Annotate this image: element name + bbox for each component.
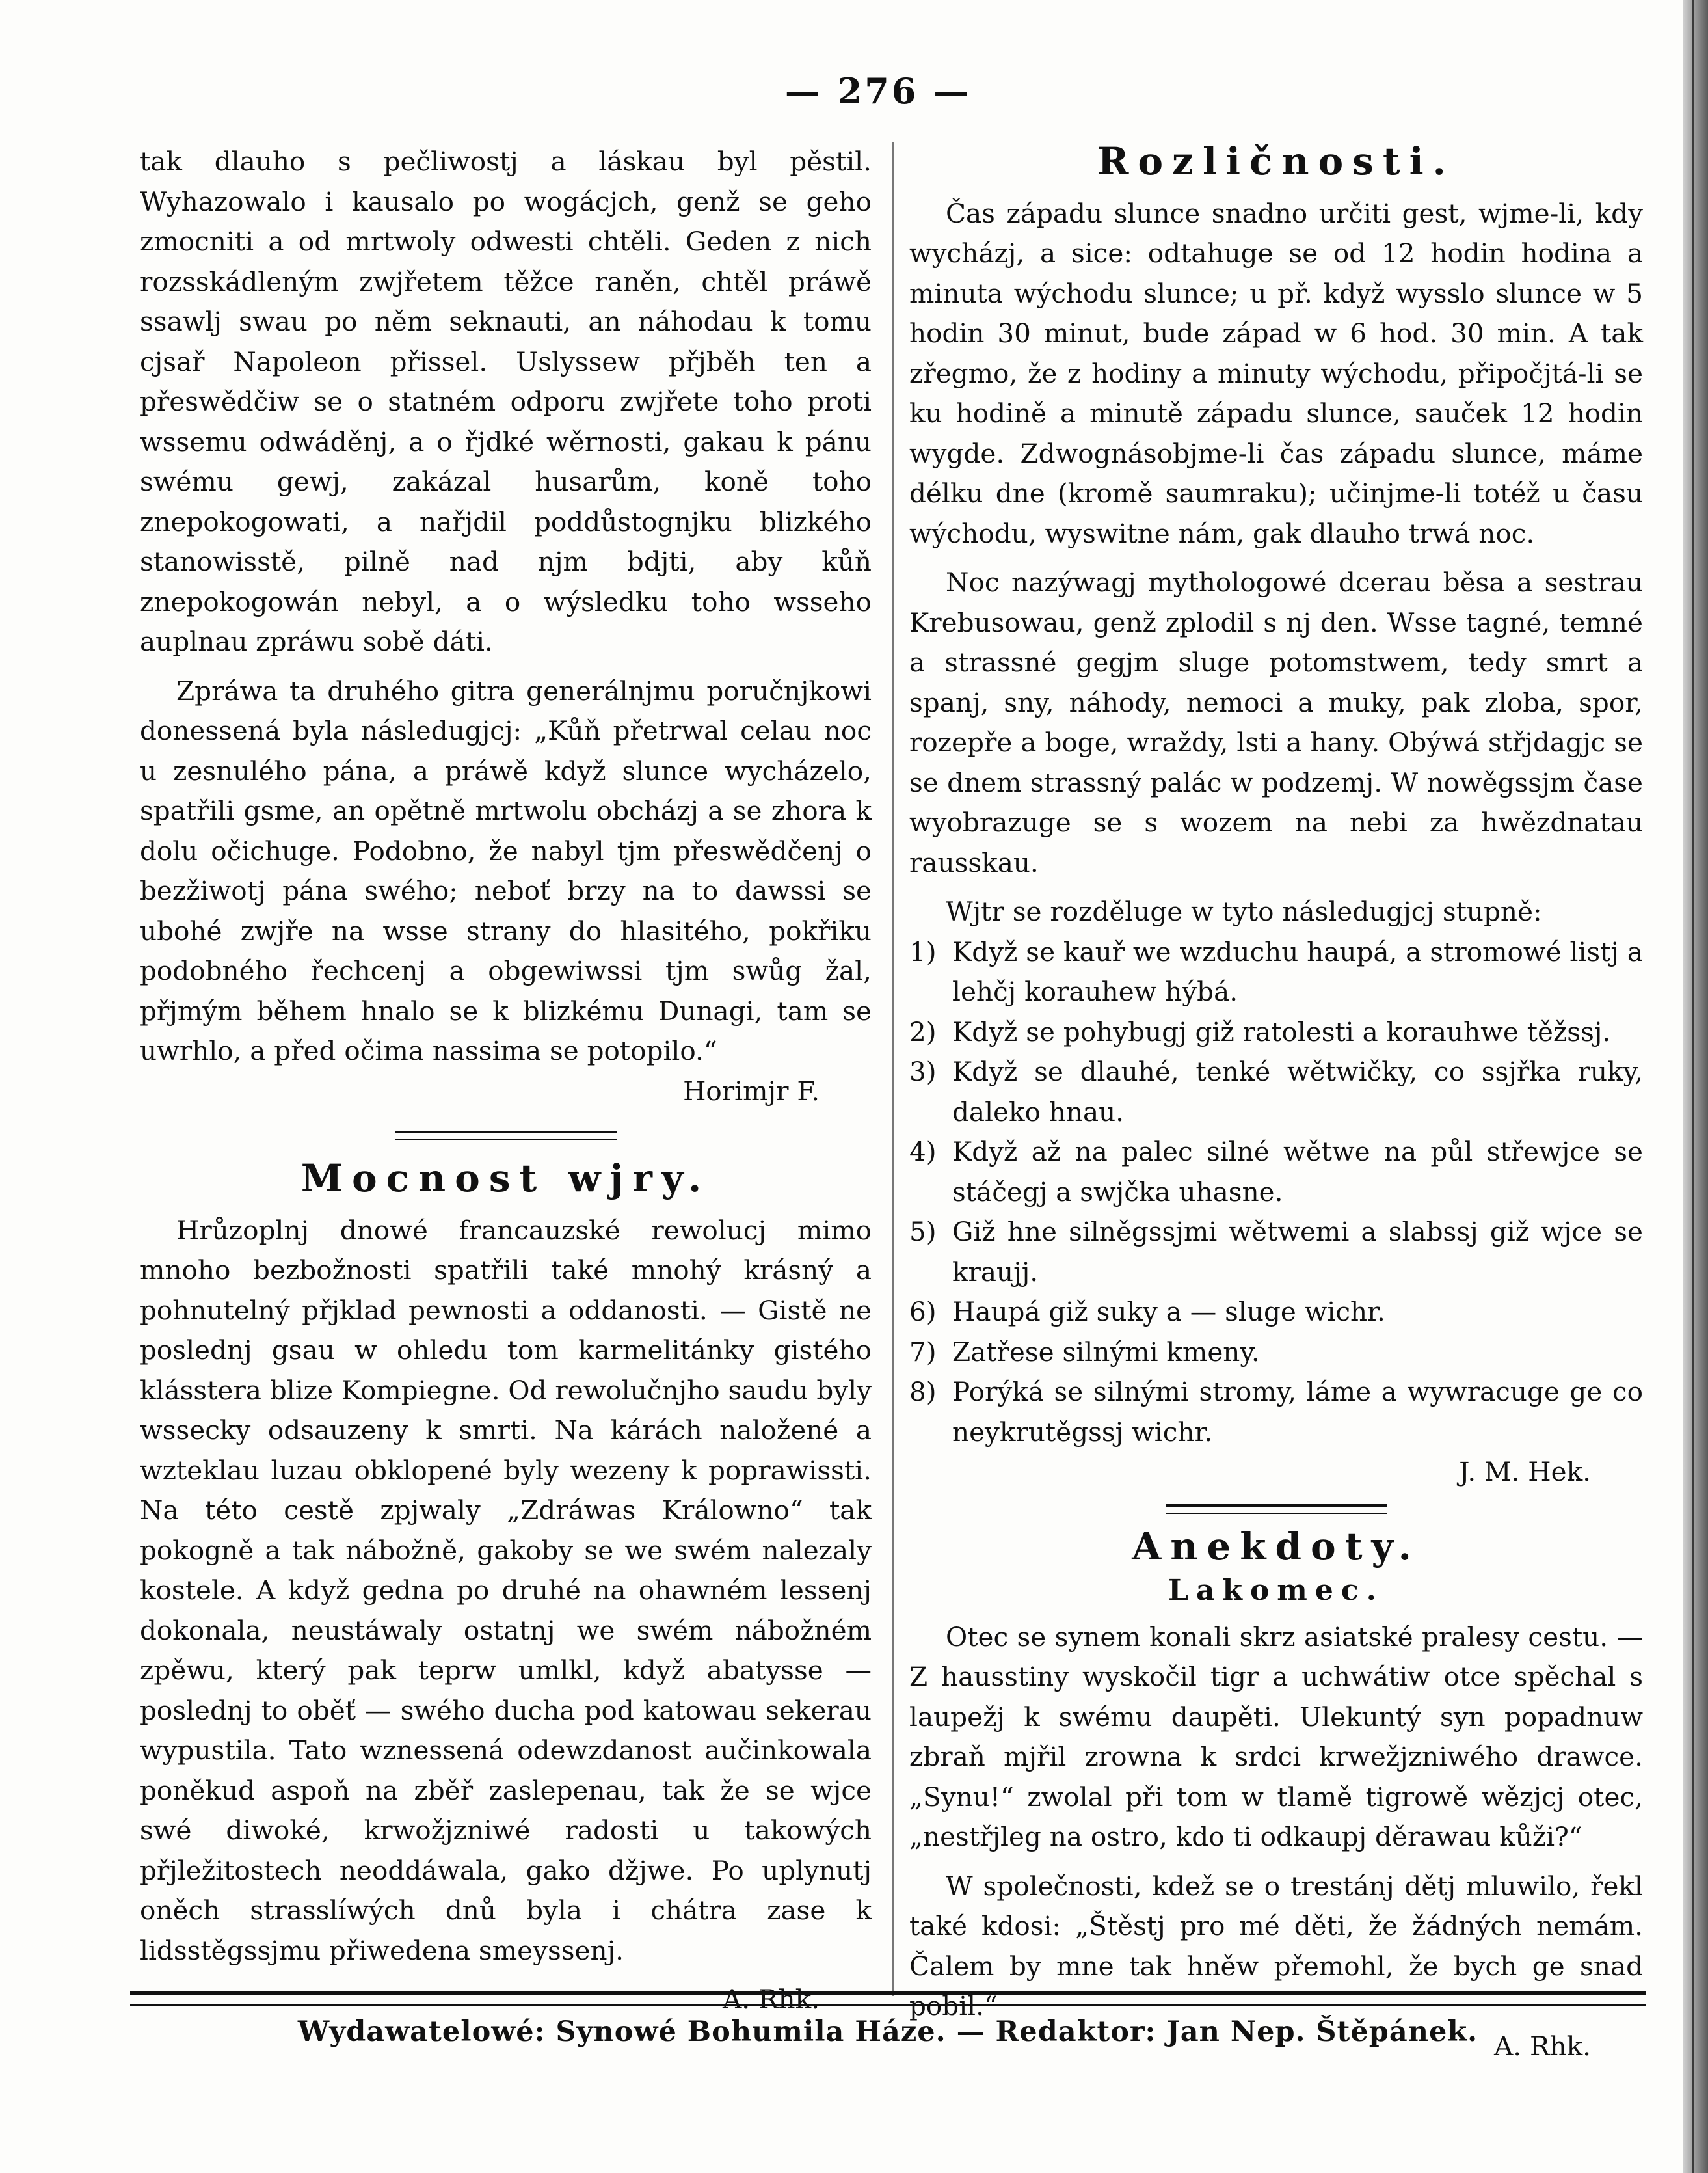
wind-intro: Wjtr se rozděluge w tyto následugjcj stupně: (946, 896, 1542, 927)
signature-horimir: Horimjr F. (683, 1075, 820, 1107)
list-item: 2) Když se pohybugj giž ratolesti a korauhwe těžssj. (909, 1016, 1611, 1047)
list-item: 8) Porýká se silnými stromy, láme a wywracuge ge co neykrutěgssj wichr. (909, 1376, 1643, 1448)
left-column (140, 142, 872, 2020)
column-divider (892, 142, 894, 1996)
night-paragraph: Noc nazýwagj mythologowé dcerau běsa a sestrau Krebusowau, genž zplodil s nj den. Wsse tagné, temné a strassné gegjm sluge potomstwem, tedy smrt a spanj, sny, náhody, nemoci a muky, pak zloba, spor, rozepře a boge, wraždy, lsti a hany. Obýwá střjdagjc se se dnem strassný palác w podzemj. W nowěgssjm čase wyobrazuge se s wozem na nebi za hwězdnatau rausskau. (909, 567, 1643, 878)
anecdote-paragraph: Otec se synem konali skrz asiatské pralesy cestu. — Z hausstiny wyskočil tigr a uchwátiw otce spěchal s laupežj k swému daupěti. Ulekuntý syn popadnuw zbraň mjřil zrowna k srdci krwežjzniwého drawce. „Synu!“ zwolal při tom w tlamě tigrowě wězjcj otec, „nestřjleg na ostro, kdo ti odkaupj děrawau kůži?“ (909, 1621, 1643, 1852)
anecdote-paragraph: W společnosti, kdež se o trestánj dětj mluwilo, řekl také kdosi: „Štěstj pro mé děti, že žádných nemám. Čalem by mne tak hněw přemohl, že bych ge snad pobil.“ (909, 1870, 1643, 2021)
section-divider (395, 1131, 617, 1140)
page-binding-edge (1683, 0, 1708, 2173)
subheading-lakomec: Lakomec. (1168, 1574, 1384, 1607)
signature-hek: J. M. Hek. (1459, 1456, 1591, 1487)
publisher-footer: Wydawatelowé: Synowé Bohumila Háze. — Redaktor: Jan Nep. Štěpánek. (297, 2016, 1478, 2048)
page-number: — 276 — (784, 70, 972, 112)
list-item: 7) Zatřese silnými kmeny. (909, 1336, 1260, 1368)
list-item: 6) Haupá giž suky a — sluge wichr. (909, 1296, 1385, 1327)
wind-scale-list (909, 932, 1643, 1453)
heading-anekdoty: Anekdoty. (1132, 1524, 1421, 1569)
section-divider (1166, 1504, 1387, 1514)
faith-paragraph: Hrůzoplnj dnowé francauzské rewolucj mimo mnoho bezbožnosti spatřili také mnohý krásný a pohnutelný přjklad pewnosti a oddanosti. — Gistě ne poslednj gsau w ohledu tom karmelitánky gistého klásstera blize Kompiegne. Od rewolučnjho saudu byly wssecky odsauzeny k smrti. Na kárách naložené a wzteklau luzau obklopené byly wezeny k poprawissti. Na této cestě zpjwaly „Zdráwas Králowno“ tak pokogně a tak nábožně, gakoby se we swém nalezaly kostele. A když gedna po druhé na ohawném lessenj dokonala, neustáwaly ostatnj we swém nábožném zpěwu, který pak teprw umlkl, když abatysse — poslednj to oběť — swého ducha pod katowau sekerau wypustila. Tato wznessená odewzdanost aučinkowala poněkud aspoň na zběř zaslepenau, tak že se wjce swé diwoké, krwožjzniwé radosti u takowých přjležitostech neoddáwala, gako džjwe. Po uplynutj oněch strasslíwých dnů byla i chátra zase k lidsstěgssjmu přiwedena smeyssenj. (140, 1214, 872, 1966)
list-item: 1) Když se kauř we wzduchu haupá, a stromowé listj a lehčj korauhew hýbá. (909, 936, 1643, 1007)
list-item: 4) Když až na palec silné wětwe na půl střewjce se stáčegj a swjčka uhasne. (909, 1136, 1643, 1208)
list-item: 5) Giž hne silněgssjmi wětwemi a slabssj giž wjce se kraujj. (909, 1216, 1643, 1288)
signature-rhk-left: A. Rhk. (723, 1984, 820, 2015)
horse-report-paragraph: Zpráwa ta druhého gitra generálnjmu poručnjkowi donessená byla následugjcj: „Kůň přetrwal celau noc u zesnulého pána, a práwě když slunce wycházelo, spatřili gsme, an opětně mrtwolu obcházj a se zhora k dolu očichuge. Podobno, že nabyl tjm přeswědčenj o bezžiwotj pána swého; neboť brzy na to dawssi se ubohé zwjře na wsse strany do hlasitého, pokřiku podobného řechcenj a obgewiwssi tjm swůg žal, přjmým během hnalo se k blizkému Dunagi, tam se uwrhlo, a před očima nassima se potopilo.“ (140, 675, 872, 1066)
right-column (909, 139, 1643, 2066)
footer-rule (130, 1991, 1646, 2006)
sunset-paragraph: Čas západu slunce snadno určiti gest, wjme-li, kdy wycházj, a sice: odtahuge se od 12 hodin hodina a minuta wýchodu slunce; u př. když wysslo slunce w 5 hodin 30 minut, bude západ w 6 hod. 30 min. A tak zřegmo, že z hodiny a minuty wýchodu, připočjtá-li se ku hodině a minutě západu slunce, sauček 12 hodin wygde. Zdwognásobjme-li čas západu slunce, máme délku dne (kromě saumraku); učinjme-li totéž u času wýchodu, wyswitne nám, gak dlauho trwá noc. (909, 197, 1643, 549)
heading-rozlicnosti: Rozličnosti. (1097, 139, 1455, 183)
list-item: 3) Když se dlauhé, tenké wětwičky, co ssjřka ruky, daleko hnau. (909, 1056, 1643, 1127)
signature-rhk-right: A. Rhk. (1494, 2030, 1591, 2062)
intro-paragraph: tak dlauho s pečliwostj a láskau byl pěstil. Wyhazowalo i kausalo po wogácjch, genž se geho zmocniti a od mrtwoly odwesti chtěli. Geden z nich rozsskádleným zwjřetem těžce raněn, chtěl práwě ssawlj swau po něm seknauti, an náhodau k tomu cjsař Napoleon přissel. Uslyssew přjběh ten a přeswědčiw se o statném odporu zwjřete toho proti wssemu odwáděnj, a o řjdké wěrnosti, gakau k pánu swému gewj, zakázal husarům, koně toho znepokogowati, a nařjdil poddůstognjku blizkého stanowisstě, pilně nad njm bdjti, aby kůň znepokogowán nebyl, a o wýsledku toho wsseho auplnau zpráwu sobě dáti. (140, 146, 872, 657)
heading-mocnost-wjry: Mocnost wjry. (300, 1156, 711, 1200)
